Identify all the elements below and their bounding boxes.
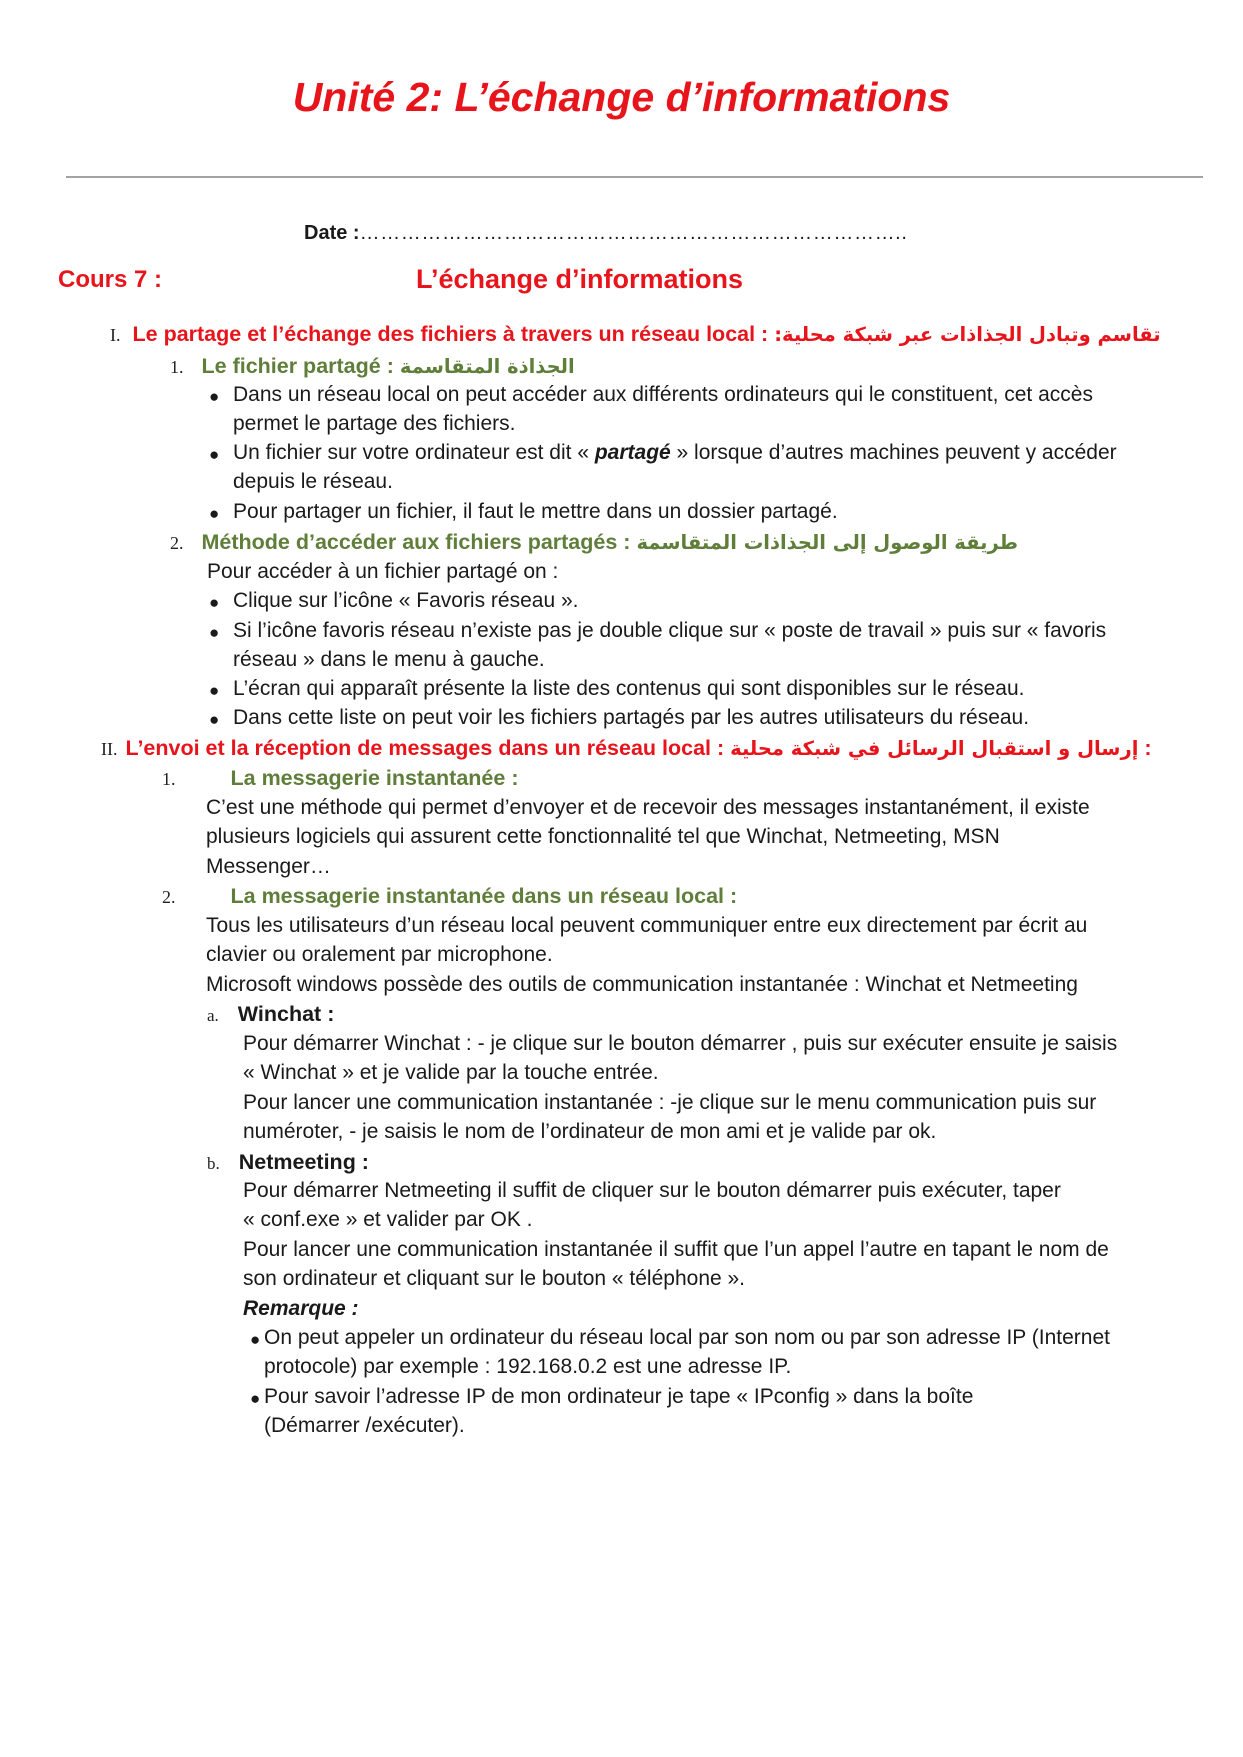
section-2-title-arabic: إرسال و استقبال الرسائل في شبكة محلية <box>730 737 1139 760</box>
bullet-icon: ● <box>209 387 220 406</box>
subsection-1-1-title-arabic: الجذاذة المتقاسمة <box>399 355 575 378</box>
paragraph-line: Pour démarrer Winchat : - je clique sur le bouton démarrer , puis sur exécuter ensuite je saisis <box>243 1032 1118 1055</box>
list-item: Clique sur l’icône « Favoris réseau ». <box>233 589 579 612</box>
title-divider <box>66 176 1203 178</box>
section-2-title: L’envoi et la réception de messages dans un réseau local : <box>125 736 725 760</box>
section-1-title-arabic: تقاسم وتبادل الجذاذات عبر شبكة محلية: <box>774 323 1161 346</box>
page-title: Unité 2: L’échange d’informations <box>292 74 951 120</box>
paragraph-line: C’est une méthode qui permet d’envoyer et de recevoir des messages instantanément, il existe <box>206 796 1090 819</box>
date-label: Date : <box>304 222 360 244</box>
paragraph-line: plusieurs logiciels qui assurent cette fonctionnalité tel que Winchat, Netmeeting, MSN <box>206 825 1000 848</box>
item-a-heading <box>207 1002 334 1027</box>
subsection-2-1-number: 1. <box>162 769 176 789</box>
item-b-letter: b. <box>207 1154 220 1173</box>
remark-label: Remarque : <box>243 1297 359 1320</box>
subsection-1-2-title-arabic: طريقة الوصول إلى الجذاذات المتقاسمة <box>636 531 1018 554</box>
intro-text: Pour accéder à un fichier partagé on : <box>207 560 559 583</box>
subsection-1-2-number: 2. <box>170 533 184 553</box>
list-item: Dans cette liste on peut voir les fichiers partagés par les autres utilisateurs du réseau. <box>233 706 1030 729</box>
section-1-heading <box>110 322 1161 347</box>
paragraph-line: Pour lancer une communication instantanée il suffit que l’un appel l’autre en tapant le nom de <box>243 1238 1109 1261</box>
bullet-icon: ● <box>209 504 220 523</box>
subsection-2-2-number: 2. <box>162 887 176 907</box>
paragraph-line: Pour démarrer Netmeeting il suffit de cliquer sur le bouton démarrer puis exécuter, taper <box>243 1179 1061 1202</box>
bullet-icon: ● <box>250 1330 261 1349</box>
paragraph-line: son ordinateur et cliquant sur le bouton « téléphone ». <box>243 1267 746 1290</box>
date-line <box>304 222 908 245</box>
subsection-2-2-heading <box>162 884 737 909</box>
emphasis-partage: partagé <box>594 441 671 464</box>
remark-item-cont: protocole) par exemple : 192.168.0.2 est une adresse IP. <box>264 1355 792 1378</box>
paragraph-line: Microsoft windows possède des outils de communication instantanée : Winchat et Netmeeting <box>206 973 1078 996</box>
section-1-numeral: I. <box>110 325 121 345</box>
subsection-1-2-heading <box>170 530 1018 555</box>
bullet-icon: ● <box>209 681 220 700</box>
subsection-1-1-number: 1. <box>170 357 184 377</box>
list-item-cont: depuis le réseau. <box>233 470 393 493</box>
date-dots: …………………………………………………………………….. <box>359 222 908 244</box>
paragraph-line: « conf.exe » et valider par OK . <box>243 1208 533 1231</box>
paragraph-line: « Winchat » et je valide par la touche entrée. <box>243 1061 659 1084</box>
list-item: L’écran qui apparaît présente la liste des contenus qui sont disponibles sur le réseau. <box>233 677 1025 700</box>
remark-item: On peut appeler un ordinateur du réseau local par son nom ou par son adresse IP (Internet <box>264 1326 1110 1349</box>
paragraph-line: Messenger… <box>206 855 331 878</box>
item-a-letter: a. <box>207 1006 219 1025</box>
item-a-title: Winchat : <box>237 1002 335 1026</box>
course-label: Cours 7 : <box>58 266 163 293</box>
bullet-icon: ● <box>209 710 220 729</box>
bullet-icon: ● <box>209 445 220 464</box>
list-item: Si l’icône favoris réseau n’existe pas je double clique sur « poste de travail » puis sur « favoris <box>233 619 1107 642</box>
subsection-2-1-title: La messagerie instantanée : <box>230 766 519 790</box>
list-item-cont: réseau » dans le menu à gauche. <box>233 648 545 671</box>
remark-item-cont: (Démarrer /exécuter). <box>264 1414 465 1437</box>
section-2-heading <box>101 736 1152 761</box>
item-b-heading <box>207 1150 369 1175</box>
list-item: Pour partager un fichier, il faut le mettre dans un dossier partagé. <box>233 500 838 523</box>
bullet-icon: ● <box>250 1389 261 1408</box>
subsection-1-2-title: Méthode d’accéder aux fichiers partagés : <box>201 530 631 554</box>
paragraph-line: numéroter, - je saisis le nom de l’ordinateur de mon ami et je valide par ok. <box>243 1120 937 1143</box>
paragraph-line: Pour lancer une communication instantanée : -je clique sur le menu communication puis sur <box>243 1091 1097 1114</box>
section-1-title: Le partage et l’échange des fichiers à travers un réseau local : <box>132 322 769 346</box>
paragraph-line: Tous les utilisateurs d’un réseau local peuvent communiquer entre eux directement par écrit au <box>206 914 1088 937</box>
section-2-numeral: II. <box>101 739 118 759</box>
subsection-1-1-title: Le fichier partagé : <box>201 354 394 378</box>
list-item: Dans un réseau local on peut accéder aux différents ordinateurs qui le constituent, cet accès <box>233 383 1093 406</box>
subsection-1-1-heading <box>170 354 575 379</box>
section-2-title-colon: : <box>1144 736 1152 760</box>
subsection-2-1-heading <box>162 766 518 791</box>
course-title: L’échange d’informations <box>416 264 744 294</box>
bullet-icon: ● <box>209 623 220 642</box>
remark-item: Pour savoir l’adresse IP de mon ordinateur je tape « IPconfig » dans la boîte <box>264 1385 974 1408</box>
paragraph-line: clavier ou oralement par microphone. <box>206 943 553 966</box>
list-item-cont: permet le partage des fichiers. <box>233 412 516 435</box>
item-b-title: Netmeeting : <box>238 1150 369 1174</box>
bullet-icon: ● <box>209 593 220 612</box>
subsection-2-2-title: La messagerie instantanée dans un réseau local : <box>230 884 738 908</box>
list-item: Un fichier sur votre ordinateur est dit « partagé » lorsque d’autres machines peuvent y accéder <box>233 441 1117 464</box>
